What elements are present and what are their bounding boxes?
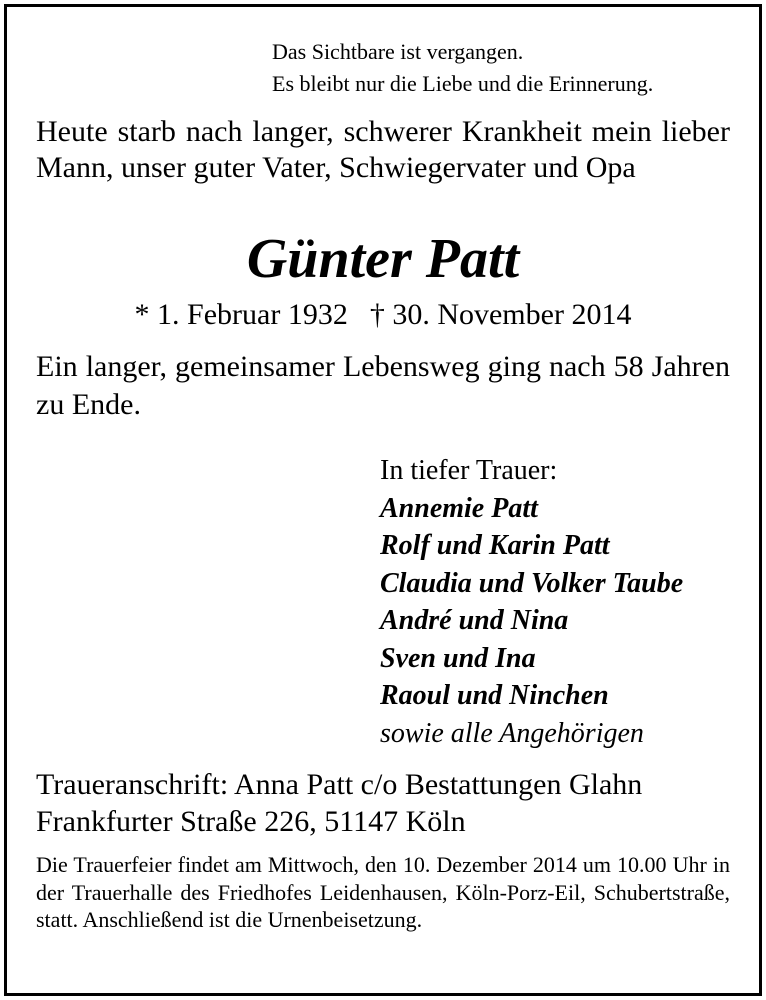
mourners-heading: In tiefer Trauer:	[380, 455, 558, 486]
address-line-1: Traueranschrift: Anna Patt c/o Bestattungen Glahn	[36, 768, 643, 801]
life-dates	[0, 296, 766, 334]
mourner-name: André und Nina	[380, 605, 569, 636]
birth-date: * 1. Februar 1932	[134, 298, 348, 331]
deceased-name: Günter Patt	[246, 228, 520, 290]
mourner-name: Rolf und Karin Patt	[380, 530, 610, 561]
mourners-list	[380, 452, 683, 752]
motto-line-1: Das Sichtbare ist vergangen.	[272, 39, 524, 64]
mourner-name: Claudia und Volker Taube	[380, 567, 684, 599]
journey-text: Ein langer, gemeinsamer Lebensweg ging nach 58 Jahren zu Ende.	[36, 350, 730, 421]
mourning-address	[36, 766, 642, 840]
mourner-name: Annemie Patt	[380, 492, 538, 524]
address-line-2: Frankfurter Straße 226, 51147 Köln	[36, 805, 466, 838]
mourner-name: Sven und Ina	[380, 642, 536, 674]
mourners-others: sowie alle Angehörigen	[380, 717, 644, 749]
mourner-name: Raoul und Ninchen	[380, 680, 609, 711]
intro-text: Heute starb nach langer, schwerer Krankheit mein lieber Mann, unser guter Vater, Schwiegervater und Opa	[36, 115, 730, 184]
death-date: † 30. November 2014	[369, 298, 632, 331]
motto-quote	[272, 36, 653, 100]
ceremony-info: Die Trauerfeier findet am Mittwoch, den 10. Dezember 2014 um 10.00 Uhr in der Trauerhalle des Friedhofes Leidenhausen, Köln-Porz-Eil, Schubertstraße, statt. Anschließend ist die Urnenbeisetzung.	[36, 852, 730, 932]
motto-line-2: Es bleibt nur die Liebe und die Erinnerung.	[272, 71, 654, 96]
